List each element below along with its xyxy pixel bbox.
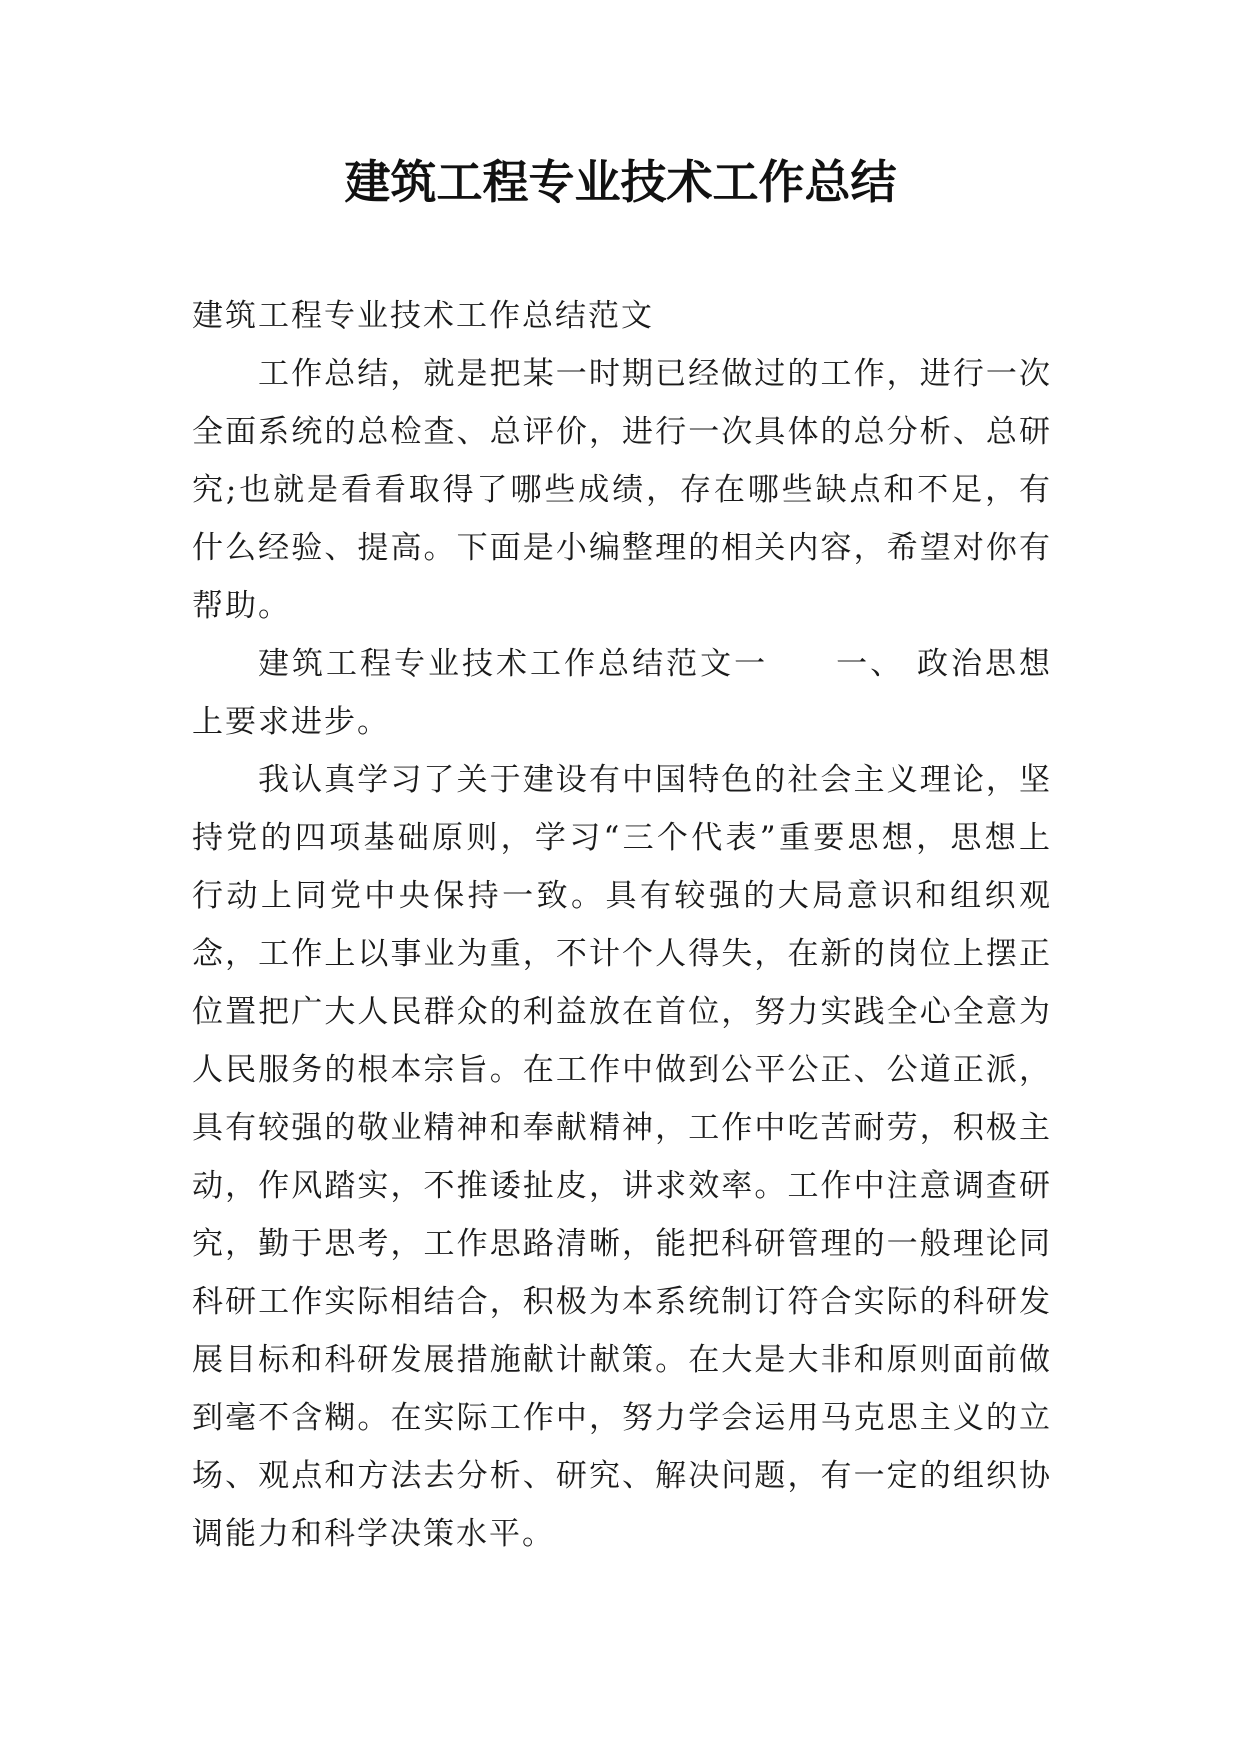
body-paragraph: 我认真学习了关于建设有中国特色的社会主义理论，坚持党的四项基础原则，学习“三个代表”重要思想，思想上行动上同党中央保持一致。具有较强的大局意识和组织观念，工作上以事业为重，不计个人得失，在新的岗位上摆正位置把广大人民群众的利益放在首位，努力实践全心全意为人民服务的根本宗旨。在工作中做到公平公正、公道正派，具有较强的敬业精神和奉献精神，工作中吃苦耐劳，积极主动，作风踏实，不推诿扯皮，讲求效率。工作中注意调查研究，勤于思考，工作思路清晰，能把科研管理的一般理论同科研工作实际相结合，积极为本系统制订符合实际的科研发展目标和科研发展措施献计献策。在大是大非和原则面前做到毫不含糊。在实际工作中，努力学会运用马克思主义的立场、观点和方法去分析、研究、解决问题，有一定的组织协调能力和科学决策水平。 xyxy=(192,762,1052,1552)
section-heading-paragraph: 建筑工程专业技术工作总结范文一 一、 政治思想上要求进步。 xyxy=(192,646,1052,740)
document-subtitle: 建筑工程专业技术工作总结范文 xyxy=(192,298,654,334)
document-body xyxy=(192,287,1052,1563)
document-title: 建筑工程专业技术工作总结 xyxy=(344,155,897,209)
intro-paragraph: 工作总结，就是把某一时期已经做过的工作，进行一次全面系统的总检查、总评价，进行一次具体的总分析、总研究;也就是看看取得了哪些成绩，存在哪些缺点和不足，有什么经验、提高。下面是小编整理的相关内容，希望对你有帮助。 xyxy=(192,356,1052,624)
